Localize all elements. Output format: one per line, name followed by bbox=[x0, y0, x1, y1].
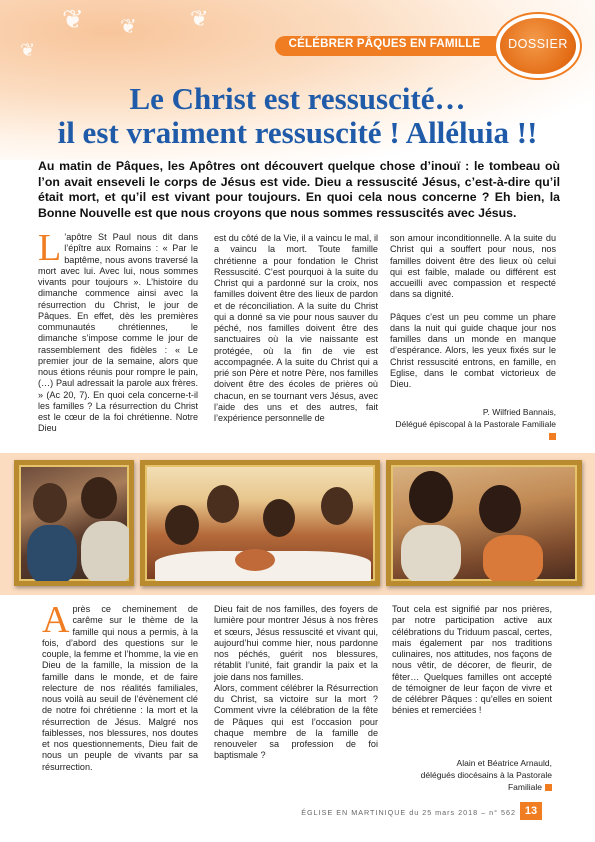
article2-column-2 bbox=[214, 604, 378, 762]
article1-column-1 bbox=[38, 227, 198, 435]
article2-col2-para2: Alors, comment célébrer la Résurrection du Christ, sa victoire sur la mort ? Comment vivre la célébration de la fête de Pâques qui est l’occasion pour chaque membre de la famille de renouveler sa profession de foi baptismale ? bbox=[214, 682, 378, 761]
end-square-icon bbox=[549, 433, 556, 440]
photo-family-praying bbox=[14, 460, 134, 586]
photo-family-meal bbox=[140, 460, 380, 586]
article2-column-3 bbox=[392, 604, 552, 793]
signature-role: Délégué épiscopal à la Pastorale Familiale bbox=[395, 419, 556, 430]
page-number: 13 bbox=[520, 802, 542, 820]
article1-column-3 bbox=[390, 233, 556, 442]
end-square-icon bbox=[545, 784, 552, 791]
page-title-line-2: il est vraiment ressuscité ! Alléluia !! bbox=[57, 115, 538, 150]
signature-2 bbox=[392, 757, 552, 793]
dove-icon: ❦ bbox=[62, 4, 84, 34]
dossier-label: DOSSIER bbox=[508, 37, 568, 51]
article1-col1-text: ’apôtre St Paul nous dit dans l’épître aux Romains : « Par le baptême, nous avons traversé la mort avec lui. Avec lui, nous sommes vivants pour toujours ». L’histoire du dimanche commence ainsi avec la résurrection du Christ, le jour de Pâques. En effet, dès les premières communautés chrétiennes, le dimanche s’impose comme le jour de rassemblement des fidèles : « Le premier jour de la semaine, alors que nous étions réunis pour rompre le pain, (…) Paul adressait la parole aux frères. » (Ac 20, 7). En quoi cela concerne-t-il les familles ? La résurrection du Christ est le cœur de la foi chrétienne. Notre Dieu bbox=[38, 232, 198, 434]
article1-column-2: est du côté de la Vie, il a vaincu le mal, il a vaincu la mort. Toute famille chrétienne a pour fondation le Christ Ressuscité. C’est pourquoi à la suite du Christ qui a pardonné sur la croix, nos familles doivent être des lieux de pardon et de réconciliation. A la suite du Christ qui a donné sa vie pour nous sauver du péché, nos familles doivent être des sanctuaires où la vie naissante est protégée, où la fin de vie est accompagnée. A la suite du Christ qui a prié son Père et notre Père, nos familles doivent être des écoles de prières où chacun, en se tournant vers Jésus, avec l’aide des uns et des autres, fait l’expérience personnelle de bbox=[214, 233, 378, 423]
article2-column-1 bbox=[42, 599, 198, 773]
drop-cap: A bbox=[42, 599, 70, 641]
rubric-label: CÉLÉBRER PÂQUES EN FAMILLE bbox=[288, 38, 481, 50]
article2-col3-para1: Tout cela est signifié par nos prières, par notre participation active aux célébrations du Triduum pascal, certes, mais également par nos traditions culinaires, nos attitudes, nos façons de nous vêtir, de décorer, de fleurir, de fêter… Quelques familles ont accepté de témoigner de leur façon de vivre et de célébrer Pâques : qu’elles en soient bénies et remerciées ! bbox=[392, 604, 552, 716]
lead-paragraph: Au matin de Pâques, les Apôtres ont découvert quelque chose d’inouï : le tombeau où l’on avait enseveli le corps de Jésus est vide. Dieu a ressuscité Jésus, c’est-à-dire qu’il était mort, et qu’il est vivant pour toujours. En quoi cela nous concerne ? Eh bien, la Bonne Nouvelle est que nous croyons que nous sommes ressuscités avec Jésus. bbox=[38, 159, 560, 220]
footer-publication: ÉGLISE EN MARTINIQUE du 25 mars 2018 – n° 562 bbox=[301, 808, 516, 817]
signature-1 bbox=[390, 406, 556, 442]
drop-cap: L bbox=[38, 227, 62, 269]
page-title-line-1: Le Christ est ressuscité… bbox=[129, 81, 466, 116]
photo-children-cooking bbox=[386, 460, 582, 586]
article2-col2-para1: Dieu fait de nos familles, des foyers de lumière pour montrer Jésus à nos frères et sœurs, Jésus ressuscité et vivant qui, aujourd’hui comme hier, nous pardonne nos péchés, guérit nos blessures, rétablit l’unité, fait grandir la paix et la joie dans nos familles. bbox=[214, 604, 378, 682]
signature-name: P. Wilfried Bannais, bbox=[482, 407, 556, 418]
article2-col1-text: près ce cheminement de carême sur le thème de la famille qui nous a permis, à la fois, d’abord des questions sur le couple, la femme et l’homme, la vie en Dieu de la famille, la mission de la famille dans le monde, et de faire relecture de nos réalités familiales, nous voilà au seuil de l’évènement clé de notre foi chrétienne : la mort et la résurrection de Jésus. Malgré nos faiblesses, nos blessures, nos doutes et nos questionnements, Dieu fait de nous un peuple de vivants par sa résurrection. bbox=[42, 604, 198, 772]
dove-icon: ❦ bbox=[20, 40, 36, 60]
dove-icon: ❦ bbox=[190, 6, 209, 31]
signature-role: délégués diocésains à la Pastorale Familiale bbox=[420, 769, 552, 792]
article1-col3-para1: son amour inconditionnelle. A la suite du Christ qui a souffert pour nous, nos familles doivent être des lieux où celui qui est faible, malade ou différent est accueilli avec compassion et respecté dans sa dignité. bbox=[390, 233, 556, 300]
dove-icon: ❦ bbox=[120, 16, 137, 38]
signature-name: Alain et Béatrice Arnauld, bbox=[456, 757, 552, 768]
article1-col3-para2: Pâques c’est un peu comme un phare dans la nuit qui guide chaque jour nos familles dans un monde en manque d’espérance. Alors, les yeux fixés sur le Christ ressuscité entrons, en famille, en Eglise, dans le combat victorieux de Dieu. bbox=[390, 311, 556, 389]
